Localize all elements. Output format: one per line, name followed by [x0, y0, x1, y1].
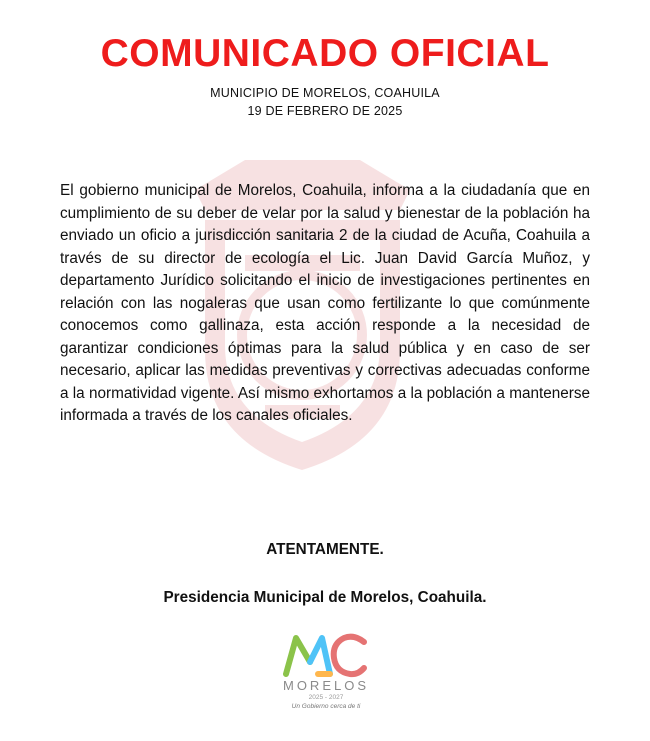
logo-name: MORELOS [282, 678, 369, 693]
municipality-subtitle: MUNICIPIO DE MORELOS, COAHUILA [210, 86, 440, 100]
mc-logo-icon [278, 628, 374, 680]
logo-slogan: Un Gobierno cerca de ti [291, 703, 361, 710]
document-title: COMUNICADO OFICIAL [100, 32, 550, 75]
closing-salutation: ATENTAMENTE. [266, 541, 384, 558]
morelos-logo [278, 628, 374, 736]
signature-line: Presidencia Municipal de Morelos, Coahuila. [163, 589, 487, 606]
logo-years: 2025 - 2027 [308, 694, 344, 701]
document-date: 19 DE FEBRERO DE 2025 [247, 104, 403, 118]
statement-body: El gobierno municipal de Morelos, Coahuila, informa a la ciudadanía que en cumplimiento de su deber de velar por la salud y bienestar de la población ha enviado un oficio a jurisdicción sanitaria 2 de la ciudad de Acuña, Coahuila a través de su director de ecología el Lic. Juan David García Muñoz, y departamento Jurídico solicitando el inicio de investigaciones pertinentes en relación con las nogaleras que usan como fertilizante lo que comúnmente conocemos como gallinaza, esta acción responde a la necesidad de garantizar condiciones óptimas para la salud pública y en caso de ser necesario, aplicar las medidas preventivas y correctivas adecuadas conforme a la normatividad vigente. Así mismo exhortamos a la población a mantenerse informada a través de los canales oficiales. [60, 182, 590, 424]
